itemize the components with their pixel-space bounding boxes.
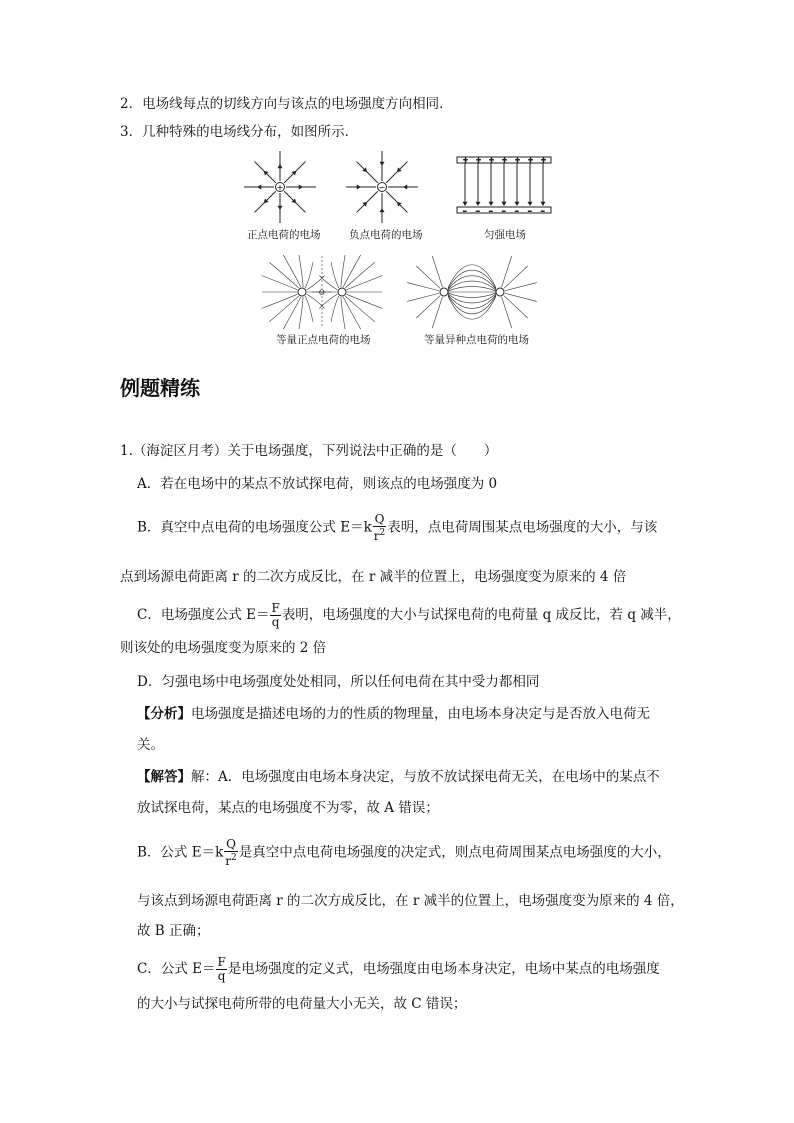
svg-text:–: – bbox=[502, 207, 506, 215]
intro-item-3: 3．几种特殊的电场线分布，如图所示． bbox=[120, 124, 359, 140]
fraction-denominator: r bbox=[225, 854, 231, 868]
definition-fraction bbox=[216, 956, 226, 983]
positive-charge-field-diagram bbox=[240, 147, 320, 227]
negative-charge-caption: 负点电荷的电场 bbox=[349, 229, 423, 241]
fraction-numerator: Q bbox=[226, 837, 236, 851]
solution-b-pre: B．公式 E＝k bbox=[137, 844, 224, 861]
exponent: 2 bbox=[231, 853, 237, 863]
equal-like-charges-field-diagram bbox=[252, 252, 392, 332]
svg-text:+: + bbox=[528, 157, 534, 164]
solution-tag: 【解答】 bbox=[137, 769, 191, 785]
option-b-post: 表明，点电荷周围某点电场强度的大小，与该 bbox=[387, 519, 658, 536]
plus-sign: + bbox=[276, 183, 284, 192]
equal-unlike-charges-field-diagram bbox=[402, 252, 542, 332]
svg-text:+: + bbox=[541, 157, 547, 164]
equal-unlike-charges-caption: 等量异种点电荷的电场 bbox=[424, 334, 529, 346]
option-c-line2: 则该处的电场强度变为原来的 2 倍 bbox=[120, 640, 327, 656]
solution-b-line2: 与该点到场源电荷距离 r 的二次方成反比，在 r 减半的位置上，电场强度变为原来的 4 倍， bbox=[137, 893, 684, 909]
solution-c-pre: C．公式 E＝ bbox=[137, 961, 216, 977]
fraction-denominator: q bbox=[217, 969, 226, 983]
svg-text:–: – bbox=[541, 207, 545, 215]
solution-text1: 解：A．电场强度由电场本身决定，与放不放试探电荷无关，在电场中的某点不 bbox=[191, 769, 660, 785]
exponent: 2 bbox=[379, 528, 386, 538]
svg-text:+: + bbox=[476, 157, 482, 164]
option-c-post: 表明，电场强度的大小与试探电荷的电荷量 q 成反比，若 q 减半， bbox=[281, 607, 681, 623]
equal-like-charges-caption: 等量正点电荷的电场 bbox=[276, 334, 371, 346]
solution-c-line1 bbox=[137, 956, 660, 983]
solution-b-post: 是真空中点电荷电场强度的决定式，则点电荷周围某点电场强度的大小， bbox=[238, 844, 671, 861]
solution-c-line2: 的大小与试探电荷所带的电荷量大小无关，故 C 错误； bbox=[137, 996, 467, 1012]
option-b-pre: B．真空中点电荷的电场强度公式 E＝k bbox=[137, 519, 372, 536]
svg-text:+: + bbox=[502, 157, 508, 164]
svg-text:–: – bbox=[515, 207, 519, 215]
svg-text:+: + bbox=[463, 157, 469, 164]
option-d: D．匀强电场中电场强度处处相同，所以任何电荷在其中受力都相同 bbox=[137, 674, 540, 690]
solution-b-line1 bbox=[137, 838, 671, 868]
analysis-line1 bbox=[137, 705, 650, 723]
analysis-text1: 电场强度是描述电场的力的性质的物理量，由电场本身决定与是否放入电荷无 bbox=[191, 706, 650, 722]
question-stem: 1.（海淀区月考）关于电场强度，下列说法中正确的是（ ） bbox=[120, 443, 498, 459]
fraction-numerator: F bbox=[217, 955, 226, 969]
solution-line2: 放试探电荷，某点的电场强度不为零，故 A 错误； bbox=[137, 800, 439, 816]
analysis-line2: 关。 bbox=[137, 737, 164, 753]
positive-charge-caption: 正点电荷的电场 bbox=[247, 229, 321, 241]
option-c-pre: C．电场强度公式 E＝ bbox=[137, 607, 270, 623]
svg-text:–: – bbox=[476, 207, 480, 215]
fraction-denominator: q bbox=[271, 615, 280, 629]
option-b-line2: 点到场源电荷距离 r 的二次方成反比，在 r 减半的位置上，电场强度变为原来的 4 倍 bbox=[120, 569, 627, 585]
negative-charge-field-diagram bbox=[342, 147, 422, 227]
section-title: 例题精练 bbox=[120, 376, 200, 400]
svg-text:–: – bbox=[489, 207, 493, 215]
option-b-line1 bbox=[137, 513, 657, 543]
option-c-line1 bbox=[137, 602, 681, 629]
analysis-tag: 【分析】 bbox=[137, 706, 191, 722]
coulomb-fraction bbox=[373, 513, 386, 543]
solution-c-post: 是电场强度的定义式，电场强度由电场本身决定，电场中某点的电场强度 bbox=[227, 961, 660, 977]
coulomb-fraction bbox=[224, 838, 237, 868]
definition-fraction bbox=[270, 602, 280, 629]
svg-text:+: + bbox=[515, 157, 521, 164]
svg-text:–: – bbox=[463, 207, 467, 215]
o-label: O bbox=[319, 289, 325, 297]
fraction-numerator: F bbox=[271, 601, 280, 615]
uniform-field-caption: 匀强电场 bbox=[484, 229, 526, 241]
solution-b-line3: 故 B 正确； bbox=[137, 923, 210, 939]
minus-sign: − bbox=[378, 183, 386, 192]
fraction-denominator: r bbox=[373, 529, 380, 543]
uniform-field-diagram bbox=[455, 155, 555, 221]
svg-text:–: – bbox=[528, 207, 532, 215]
option-a: A．若在电场中的某点不放试探电荷，则该点的电场强度为 0 bbox=[137, 476, 498, 492]
intro-item-2: 2．电场线每点的切线方向与该点的电场强度方向相同． bbox=[120, 96, 453, 112]
fraction-numerator: Q bbox=[374, 512, 385, 526]
solution-line1 bbox=[137, 768, 660, 786]
svg-text:+: + bbox=[489, 157, 495, 164]
